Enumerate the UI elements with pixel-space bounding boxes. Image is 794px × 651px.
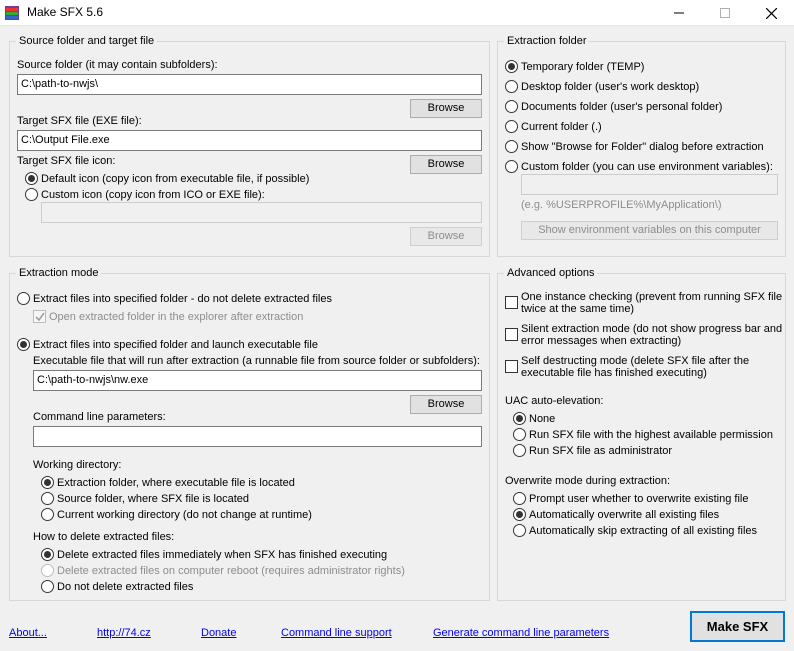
uac-highest-label: Run SFX file with the highest available permission [529, 429, 773, 441]
exe-file-input[interactable]: C:\path-to-nwjs\nw.exe [33, 370, 482, 391]
icon-custom-radio[interactable] [25, 188, 38, 201]
silent-label: Silent extraction mode (do not show progress bar and error messages when extracting) [521, 323, 783, 347]
folder-temp-label: Temporary folder (TEMP) [521, 61, 645, 73]
folder-custom-input[interactable] [521, 174, 778, 195]
source-folder-label: Source folder (it may contain subfolders): [17, 59, 218, 71]
donate-link[interactable]: Donate [201, 627, 237, 639]
icon-default-radio[interactable] [25, 172, 38, 185]
generate-params-link[interactable]: Generate command line parameters [433, 627, 610, 639]
mode-launch-label: Extract files into specified folder and launch executable file [33, 339, 318, 351]
open-explorer-label: Open extracted folder in the explorer after extraction [49, 311, 304, 323]
target-file-input[interactable]: C:\Output File.exe [17, 130, 482, 151]
overwrite-all-radio[interactable] [513, 508, 526, 521]
uac-label: UAC auto-elevation: [505, 395, 604, 407]
icon-custom-label: Custom icon (copy icon from ICO or EXE file): [41, 189, 265, 201]
overwrite-all-label: Automatically overwrite all existing files [529, 509, 720, 521]
maximize-button[interactable] [702, 0, 748, 26]
folder-custom-label: Custom folder (you can use environment variables): [521, 161, 773, 173]
make-sfx-button[interactable]: Make SFX [690, 611, 785, 642]
source-group-title: Source folder and target file [16, 35, 157, 47]
cmd-params-input[interactable] [33, 426, 482, 447]
folder-temp-radio[interactable] [505, 60, 518, 73]
app-icon [5, 6, 19, 20]
folder-browse-dialog-label: Show "Browse for Folder" dialog before extraction [521, 141, 764, 153]
delete-label: How to delete extracted files: [33, 531, 175, 543]
icon-browse-button[interactable]: Browse [410, 227, 482, 246]
checkmark-icon [35, 312, 45, 322]
silent-checkbox[interactable] [505, 328, 518, 341]
folder-browse-dialog-radio[interactable] [505, 140, 518, 153]
folder-current-radio[interactable] [505, 120, 518, 133]
icon-label: Target SFX file icon: [17, 155, 116, 167]
overwrite-prompt-label: Prompt user whether to overwrite existing file [529, 493, 749, 505]
overwrite-skip-radio[interactable] [513, 524, 526, 537]
target-file-label: Target SFX file (EXE file): [17, 115, 142, 127]
source-folder-input[interactable]: C:\path-to-nwjs\ [17, 74, 482, 95]
advanced-title: Advanced options [504, 267, 597, 279]
overwrite-skip-label: Automatically skip extracting of all existing files [529, 525, 758, 537]
exe-browse-button[interactable]: Browse [410, 395, 482, 414]
workdir-current-label: Current working directory (do not change at runtime) [57, 509, 312, 521]
uac-highest-radio[interactable] [513, 428, 526, 441]
folder-custom-example: (e.g. %USERPROFILE%\MyApplication\) [521, 199, 722, 211]
maximize-icon [720, 8, 730, 18]
folder-desktop-radio[interactable] [505, 80, 518, 93]
one-instance-checkbox[interactable] [505, 296, 518, 309]
workdir-label: Working directory: [33, 459, 122, 471]
icon-default-label: Default icon (copy icon from executable file, if possible) [41, 173, 310, 185]
folder-documents-radio[interactable] [505, 100, 518, 113]
exe-file-label: Executable file that will run after extraction (a runnable file from source folder or subfolders): [33, 355, 480, 367]
delete-immediately-radio[interactable] [41, 548, 54, 561]
uac-none-radio[interactable] [513, 412, 526, 425]
about-link[interactable]: About... [9, 627, 47, 639]
delete-reboot-radio[interactable] [41, 564, 54, 577]
overwrite-prompt-radio[interactable] [513, 492, 526, 505]
icon-custom-input[interactable] [41, 202, 482, 223]
cmd-params-label: Command line parameters: [33, 411, 166, 423]
mode-no-delete-label: Extract files into specified folder - do not delete extracted files [33, 293, 332, 305]
delete-immediately-label: Delete extracted files immediately when SFX has finished executing [57, 549, 388, 561]
uac-none-label: None [529, 413, 556, 425]
uac-admin-radio[interactable] [513, 444, 526, 457]
delete-none-radio[interactable] [41, 580, 54, 593]
workdir-extraction-label: Extraction folder, where executable file is located [57, 477, 295, 489]
workdir-source-radio[interactable] [41, 492, 54, 505]
close-icon [766, 8, 777, 19]
folder-current-label: Current folder (.) [521, 121, 602, 133]
self-destruct-checkbox[interactable] [505, 360, 518, 373]
cmd-support-link[interactable]: Command line support [281, 627, 392, 639]
mode-launch-radio[interactable] [17, 338, 30, 351]
target-browse-button[interactable]: Browse [410, 155, 482, 174]
mode-no-delete-radio[interactable] [17, 292, 30, 305]
delete-reboot-label: Delete extracted files on computer reboot (requires administrator rights) [57, 565, 405, 577]
folder-custom-radio[interactable] [505, 160, 518, 173]
overwrite-label: Overwrite mode during extraction: [505, 475, 671, 487]
self-destruct-label: Self destructing mode (delete SFX file after the executable file has finished executing) [521, 355, 750, 379]
show-env-vars-button[interactable]: Show environment variables on this computer [521, 221, 778, 240]
uac-admin-label: Run SFX file as administrator [529, 445, 673, 457]
minimize-button[interactable] [656, 0, 702, 26]
one-instance-label: One instance checking (prevent from running SFX file twice at the same time) [521, 291, 783, 315]
window-title: Make SFX 5.6 [27, 5, 104, 19]
workdir-extraction-radio[interactable] [41, 476, 54, 489]
workdir-current-radio[interactable] [41, 508, 54, 521]
workdir-source-label: Source folder, where SFX file is located [57, 493, 249, 505]
folder-desktop-label: Desktop folder (user's work desktop) [521, 81, 700, 93]
website-link[interactable]: http://74.cz [97, 627, 151, 639]
open-explorer-checkbox[interactable] [33, 310, 46, 323]
title-bar [0, 0, 794, 26]
folder-documents-label: Documents folder (user's personal folder) [521, 101, 723, 113]
close-button[interactable] [748, 0, 794, 26]
extraction-folder-title: Extraction folder [504, 35, 589, 47]
extraction-mode-title: Extraction mode [16, 267, 101, 279]
source-browse-button[interactable]: Browse [410, 99, 482, 118]
delete-none-label: Do not delete extracted files [57, 581, 194, 593]
minimize-icon [674, 8, 684, 18]
